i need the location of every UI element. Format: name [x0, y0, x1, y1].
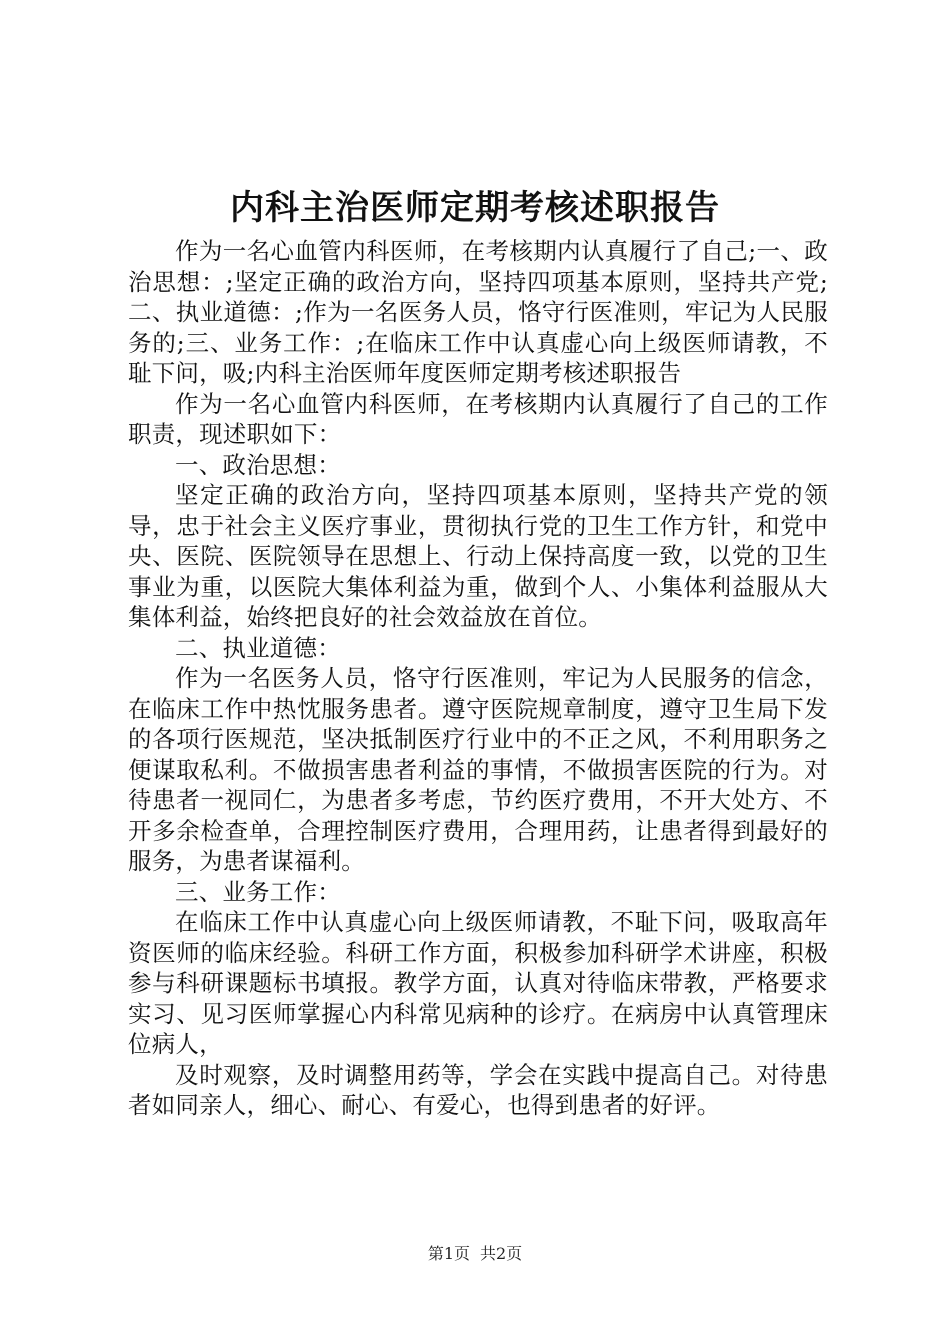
paragraph-work-continued: 及时观察，及时调整用药等，学会在实践中提高自己。对待患者如同亲人，细心、耐心、有爱心，也得到患者的好评。: [128, 1060, 828, 1119]
paragraph-summary: 作为一名心血管内科医师，在考核期内认真履行了自己;一、政治思想：;坚定正确的政治方向，坚持四项基本原则，坚持共产党;二、执业道德：;作为一名医务人员，恪守行医准则，牢记为人民服务的;三、业务工作：;在临床工作中认真虚心向上级医师请教，不耻下问，吸;内科主治医师年度医师定期考核述职报告: [128, 237, 828, 387]
document-body: [128, 236, 828, 1121]
paragraph-intro: 作为一名心血管内科医师，在考核期内认真履行了自己的工作职责，现述职如下：: [128, 389, 828, 448]
page-footer: [0, 1244, 950, 1264]
paragraph-ethics: 作为一名医务人员，恪守行医准则，牢记为人民服务的信念，在临床工作中热忱服务患者。遵守医院规章制度，遵守卫生局下发的各项行医规范，坚决抵制医疗行业中的不正之风，不利用职务之便谋取私利。不做损害患者利益的事情，不做损害医院的行为。对待患者一视同仁，为患者多考虑，节约医疗费用，不开大处方、不开多余检查单，合理控制医疗费用，合理用药，让患者得到最好的服务，为患者谋福利。: [128, 664, 828, 875]
section-heading-politics: 一、政治思想：: [175, 450, 341, 479]
document-title: 内科主治医师定期考核述职报告: [230, 188, 720, 228]
paragraph-work: 在临床工作中认真虚心向上级医师请教，不耻下问，吸取高年资医师的临床经验。科研工作方面，积极参加科研学术讲座，积极参与科研课题标书填报。教学方面，认真对待临床带教，严格要求实习、见习医师掌握心内科常见病种的诊疗。在病房中认真管理床位病人，: [128, 908, 828, 1058]
section-heading-ethics: 二、执业道德：: [175, 633, 341, 662]
section-heading-work: 三、业务工作：: [175, 877, 341, 906]
page-number: 第1页: [427, 1244, 470, 1263]
page-total: 共2页: [480, 1244, 523, 1263]
paragraph-politics: 坚定正确的政治方向，坚持四项基本原则，坚持共产党的领导，忠于社会主义医疗事业，贯彻执行党的卫生工作方针，和党中央、医院、医院领导在思想上、行动上保持高度一致，以党的卫生事业为重，以医院大集体利益为重，做到个人、小集体利益服从大集体利益，始终把良好的社会效益放在首位。: [128, 481, 828, 631]
